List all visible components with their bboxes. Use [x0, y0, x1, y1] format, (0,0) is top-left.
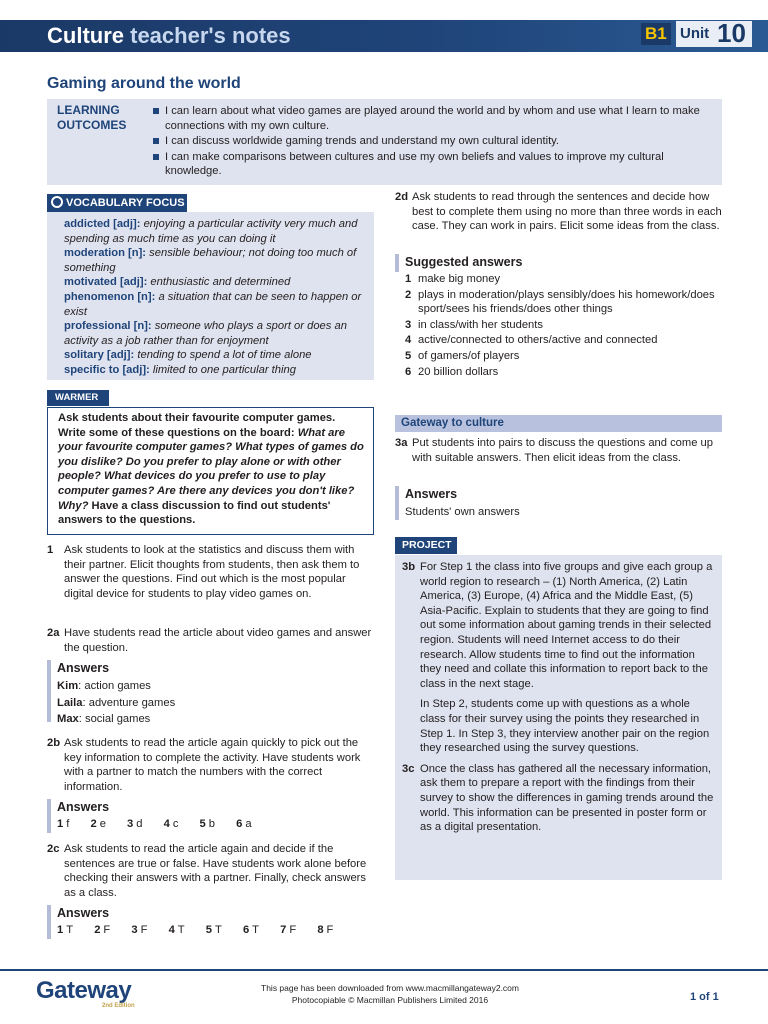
answer-value: c — [172, 818, 179, 830]
answer-value: F — [103, 924, 111, 936]
answer-number: 2 — [94, 924, 101, 936]
vocab-definition: tending to spend a lot of time alone — [137, 349, 312, 362]
answer-pair — [131, 924, 156, 936]
suggested-answer-item — [405, 365, 722, 380]
answer-value: T — [177, 924, 185, 936]
suggested-answer-item — [405, 288, 722, 317]
step-number: 2a — [47, 627, 60, 639]
vocab-term: moderation [n]: — [64, 247, 147, 260]
answers-heading: Answers — [57, 906, 110, 920]
page-title: Gaming around the world — [47, 75, 241, 92]
edition-label: 2nd Edition — [102, 1003, 135, 1009]
step-number: 2d — [395, 191, 409, 203]
answer-pair — [169, 924, 194, 936]
answer-pair — [317, 924, 342, 936]
step-text: Ask students to read the article again and decide if the sentences are true or false. Have students work alone before checking their answers with a partner. Finally, check answers as a class. — [64, 843, 367, 899]
step-number: 1 — [47, 544, 54, 556]
answers-bar — [395, 486, 399, 520]
vocab-definition: enthusiastic and determined — [150, 276, 291, 289]
answer-text: make big money — [418, 273, 501, 285]
answer-pair — [243, 924, 268, 936]
step-3a — [395, 436, 722, 465]
warmer-text-outro: Have a class discussion to find out students' answers to the questions. — [58, 499, 331, 527]
answers-heading: Answers — [405, 487, 458, 501]
answer-text: of gamers/of players — [418, 349, 520, 362]
answer-name: Max — [57, 713, 79, 726]
answer-value: f — [66, 818, 70, 830]
project-tag: PROJECT — [395, 537, 457, 554]
vocab-item — [64, 246, 366, 275]
step-number: 2c — [47, 843, 60, 855]
footer-download-line: This page has been downloaded from www.macmillangateway2.com — [261, 983, 519, 993]
answer-text: in class/with her students — [418, 318, 543, 331]
answers-2c-row — [57, 923, 374, 938]
answers-2a — [47, 660, 374, 727]
suggested-answer-item — [405, 333, 722, 348]
vocabulary-focus-box — [47, 212, 374, 380]
answer-pair — [57, 818, 78, 830]
answers-bar — [395, 254, 399, 272]
answer-pair — [57, 924, 82, 936]
answer-number: 7 — [280, 924, 287, 936]
footer-copyright-line: Photocopiable © Macmillan Publishers Limited 2016 — [291, 995, 489, 1005]
vocab-item — [64, 217, 366, 246]
answers-heading: Answers — [57, 661, 110, 675]
answer-number: 1 — [57, 924, 64, 936]
vocab-term: specific to [adj]: — [64, 363, 150, 376]
warmer-text-intro: Ask students about their favourite computer games. Write some of these questions on the board: — [58, 412, 336, 439]
project-step-3b-part-2 — [401, 697, 714, 755]
vocab-term: addicted [adj]: — [64, 218, 141, 230]
answer-pair — [127, 818, 151, 830]
magnifier-icon — [51, 196, 63, 208]
warmer-tag: WARMER — [47, 390, 109, 406]
answer-value: d — [136, 818, 143, 830]
answer-number: 3 — [405, 318, 412, 331]
answer-value: : adventure games — [82, 696, 176, 709]
answer-pair — [94, 924, 119, 936]
answer-value: F — [140, 924, 148, 936]
answers-3a — [395, 486, 722, 520]
step-text: Put students into pairs to discuss the questions and come up with suitable answers. Then elicit ideas from the class. — [412, 437, 713, 464]
answer-number: 1 — [57, 818, 64, 830]
answer-line — [57, 696, 374, 711]
footer-divider — [0, 969, 768, 971]
answer-value: : social games — [78, 713, 151, 726]
step-1 — [47, 543, 374, 601]
step-number: 3c — [402, 762, 415, 775]
vocab-item — [64, 348, 366, 363]
gateway-logo: Gateway — [36, 977, 132, 1004]
vocab-definition: limited to one particular thing — [152, 363, 296, 376]
answer-pair — [90, 818, 114, 830]
header-title — [47, 22, 291, 50]
unit-number: 10 — [717, 18, 746, 48]
answer-number: 2 — [90, 818, 97, 830]
step-text: Ask students to read the article again quickly to pick out the key information to complete the activity. Have students work with a partner to match the numbers with the correct information. — [64, 737, 361, 793]
answer-value: F — [326, 924, 334, 936]
answers-bar — [47, 660, 51, 722]
vocab-item — [64, 290, 366, 319]
answers-bar — [47, 905, 51, 939]
answer-number: 4 — [168, 924, 175, 936]
vocab-item — [64, 363, 366, 378]
answer-text: active/connected to others/active and connected — [418, 334, 658, 347]
vocab-term: professional [n]: — [64, 320, 152, 333]
answer-line — [57, 679, 374, 694]
answer-number: 3 — [131, 924, 138, 936]
gateway-to-culture-tag: Gateway to culture — [395, 415, 722, 432]
answer-value: a — [245, 818, 252, 830]
answer-value: T — [252, 924, 260, 936]
answer-pair — [164, 818, 188, 830]
step-number: 2b — [47, 737, 61, 749]
header-title-main: Culture — [47, 23, 124, 48]
answer-pair — [206, 924, 231, 936]
answer-pair — [236, 818, 260, 830]
step-text: Ask students to read through the sentences and decide how best to complete them using no more than three words in each case. They can work in pairs. Elicit some ideas from the class. — [412, 191, 722, 233]
answer-value: F — [289, 924, 297, 936]
vocab-term: solitary [adj]: — [64, 349, 135, 362]
answers-2c — [47, 905, 374, 938]
vocabulary-focus-label: VOCABULARY FOCUS — [66, 197, 185, 209]
answer-number: 6 — [236, 818, 243, 830]
step-2c — [47, 842, 374, 900]
answer-name: Laila — [57, 696, 83, 709]
suggested-answers-list — [405, 272, 722, 379]
answer-text: 20 billion dollars — [418, 365, 499, 378]
project-step-3c — [401, 762, 714, 835]
learning-outcomes-box — [47, 99, 722, 185]
answers-bar — [47, 799, 51, 833]
vocab-term: phenomenon [n]: — [64, 290, 156, 303]
suggested-answers-heading: Suggested answers — [405, 255, 523, 269]
answer-value: : action games — [78, 680, 151, 692]
answer-number: 1 — [405, 273, 412, 285]
step-2a — [47, 626, 374, 655]
answer-number: 4 — [163, 818, 170, 830]
footer-credits — [200, 982, 580, 1006]
step-text: Have students read the article about video games and answer the question. — [64, 627, 372, 654]
level-badge: B1 — [641, 23, 671, 45]
answer-pair — [200, 818, 224, 830]
vocabulary-focus-tag — [47, 194, 187, 212]
vocab-definition: a situation that can be seen to happen or exist — [64, 290, 362, 318]
answer-number: 5 — [199, 818, 206, 830]
step-text: For Step 1 the class into five groups and give each group a world region to research – (1) North America, (2) Latin America, (3) Europe, (4) Africa and the Middle East, (5) Asia-Pacific. Explain to students that they are going to find out some information about gaming trends in their selected region. Students will need Internet access to do their research. Allow students time to find out the information they need and collate this information to report back to the class in the next stage. — [420, 561, 713, 690]
answer-value: T — [214, 924, 222, 936]
suggested-answer-item — [405, 318, 722, 333]
vocab-term: motivated [adj]: — [64, 276, 148, 289]
unit-badge — [676, 18, 752, 48]
step-2b — [47, 736, 374, 794]
learning-outcomes-label: LEARNING OUTCOMES — [57, 103, 127, 132]
answer-number: 2 — [405, 288, 412, 301]
answers-2b — [47, 799, 374, 832]
vocab-item — [64, 319, 366, 348]
answer-value: b — [208, 818, 216, 830]
step-text: Once the class has gathered all the necessary information, ask them to prepare a report with the findings from their survey to show the differences in gaming trends around the world. This information can be presented in poster form or as a digital presentation. — [420, 762, 714, 834]
answers-2b-row — [57, 817, 374, 832]
learning-outcome-item: I can discuss worldwide gaming trends and understand my own cultural identity. — [151, 134, 717, 149]
learning-outcomes-list — [151, 104, 717, 180]
page-number: 1 of 1 — [690, 991, 719, 1003]
answer-number: 6 — [405, 365, 412, 378]
answer-number: 5 — [405, 349, 412, 362]
step-number: 3b — [402, 561, 416, 573]
warmer-box — [47, 407, 374, 535]
answer-pair — [280, 924, 305, 936]
answer-text: plays in moderation/plays sensibly/does his homework/does sport/sees his friends/does other things — [418, 288, 715, 316]
answer-number: 8 — [317, 924, 324, 936]
step-text: In Step 2, students come up with questions as a whole class for their survey using the points they researched in Step 1. In Step 3, they interview another pair on the region they researched using the survey questions. — [420, 698, 710, 755]
step-2d — [395, 190, 722, 234]
answer-line — [57, 712, 374, 727]
vocab-item — [64, 275, 366, 290]
header-title-sub: teacher's notes — [130, 23, 291, 48]
vocab-definition: someone who plays a sport or does an activity as a job rather than for enjoyment — [64, 320, 347, 347]
suggested-answers — [395, 254, 722, 380]
answer-number: 6 — [242, 924, 250, 936]
learning-outcome-item: I can learn about what video games are played around the world and by whom and use what I learn to make connections with my own culture. — [151, 104, 717, 133]
answer-name: Kim — [57, 680, 79, 692]
suggested-answer-item — [405, 272, 722, 287]
answer-number: 4 — [405, 334, 412, 347]
unit-label: Unit — [680, 25, 710, 42]
answer-line: Students' own answers — [405, 506, 520, 518]
vocab-definition: enjoying a particular activity very much and spending as much time as you can doing it — [64, 218, 358, 245]
suggested-answer-item — [405, 349, 722, 364]
step-text: Ask students to look at the statistics and discuss them with their partner. Elicit thoughts from students, then ask them to answer the questions. Find out which is the most popular digital device for students to play video games on. — [64, 544, 360, 600]
answer-number: 5 — [205, 924, 212, 936]
warmer-questions: What are your favourite computer games? What types of games do you dislike? Do you prefer to play alone or with other people? What devices do you prefer to use to play computer games? Are there any devices you don't like? Why? — [58, 426, 364, 512]
answer-value: T — [66, 924, 74, 936]
project-step-3b — [401, 560, 714, 691]
step-number: 3a — [395, 437, 408, 449]
answers-heading: Answers — [57, 800, 110, 814]
vocab-definition: sensible behaviour; not doing too much of something — [64, 247, 357, 274]
answer-number: 3 — [127, 818, 134, 830]
answer-value: e — [99, 818, 106, 830]
learning-outcome-item: I can make comparisons between cultures and use my own beliefs and values to improve my cultural knowledge. — [151, 150, 717, 179]
project-box — [395, 555, 722, 880]
